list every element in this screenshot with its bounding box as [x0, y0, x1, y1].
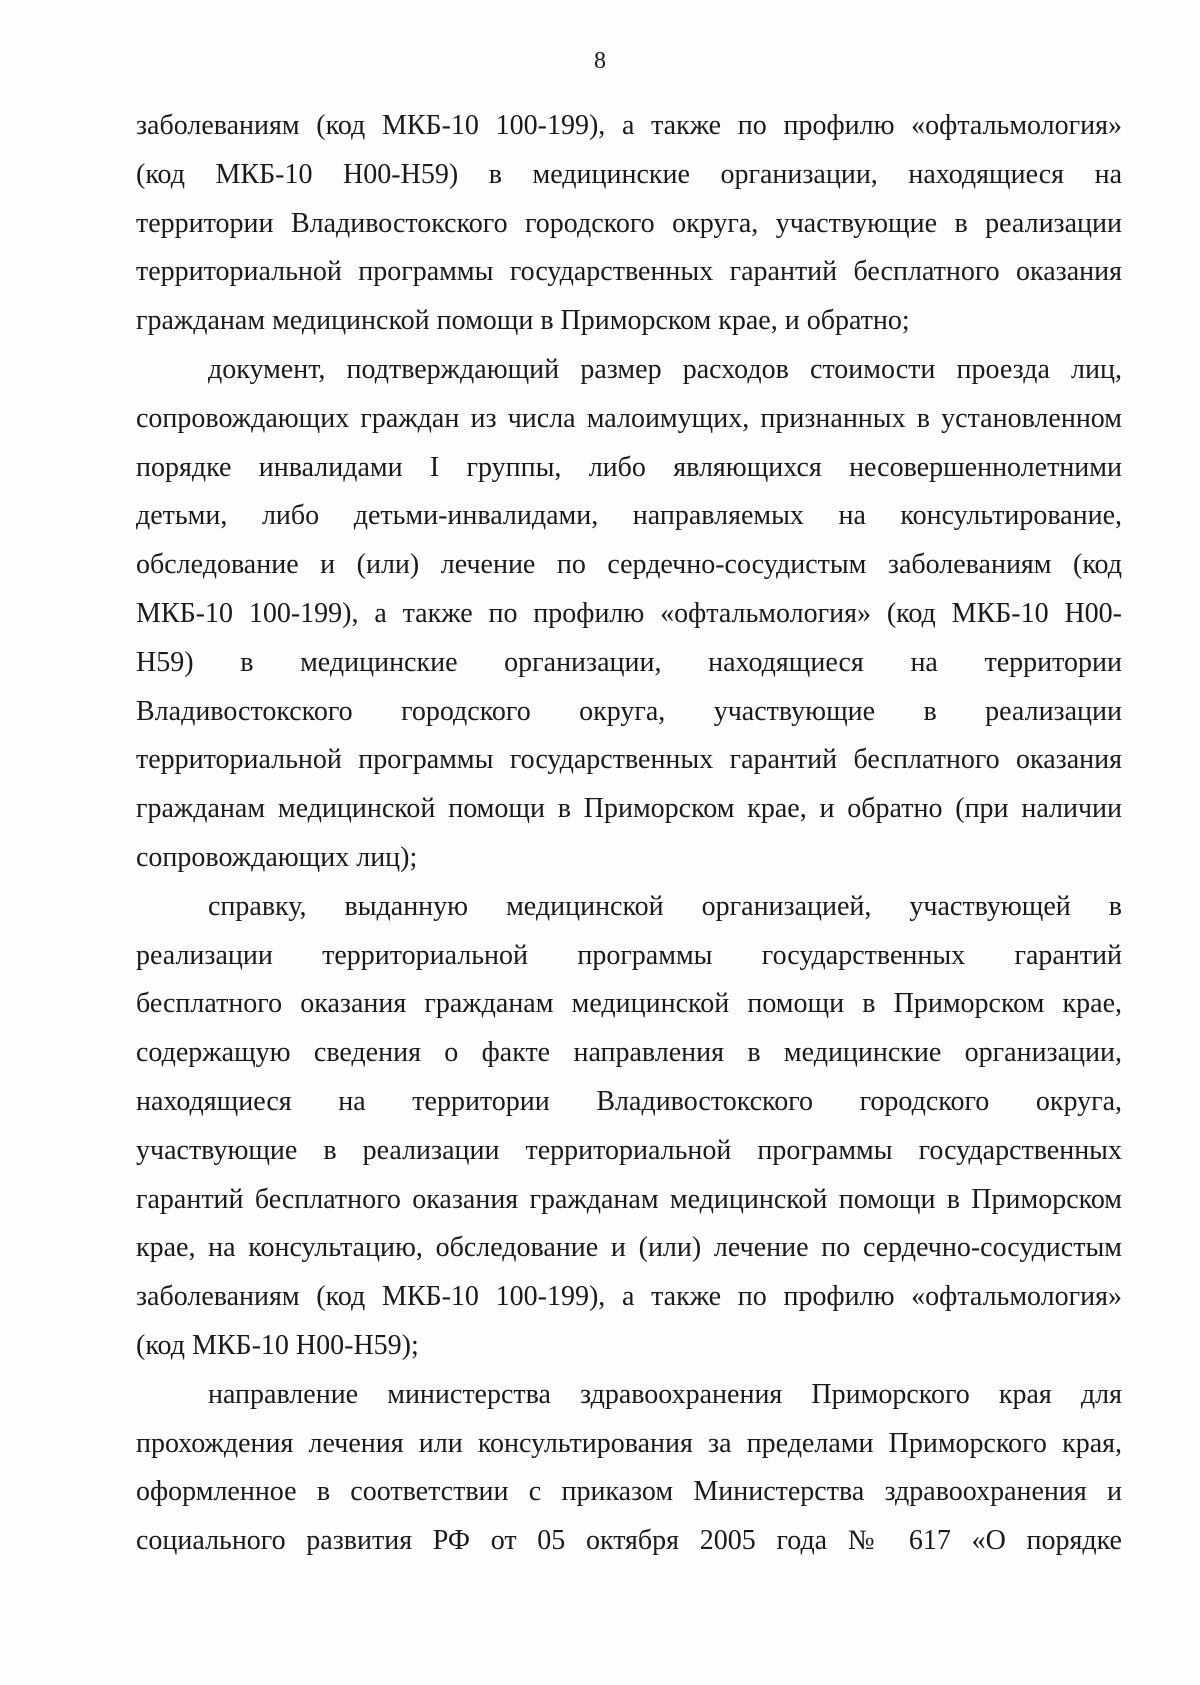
text-line: оформленное в соответствии с приказом Министерства здравоохранения и [136, 1476, 1122, 1508]
page-number: 8 [594, 48, 606, 74]
text-line: территориальной программы государственных гарантий бесплатного оказания [136, 744, 1122, 776]
paragraph [136, 346, 1122, 883]
text-line: гражданам медицинской помощи в Приморском крае, и обратно; [136, 305, 910, 337]
text-line: документ, подтверждающий размер расходов стоимости проезда лиц, [208, 353, 1122, 385]
paragraph [136, 1371, 1122, 1566]
text-line: крае, на консультацию, обследование и (или) лечение по сердечно-сосудистым [136, 1232, 1122, 1264]
text-line: МКБ-10 100-199), а также по профилю «офтальмология» (код МКБ-10 Н00- [136, 597, 1122, 629]
text-line: бесплатного оказания гражданам медицинской помощи в Приморском крае, [136, 988, 1122, 1020]
text-line: порядке инвалидами I группы, либо являющихся несовершеннолетними [136, 451, 1122, 483]
text-line: (код МКБ-10 Н00-Н59) в медицинские организации, находящиеся на [136, 158, 1122, 190]
text-line: справку, выданную медицинской организацией, участвующей в [208, 890, 1122, 922]
document-body [136, 102, 1122, 1566]
text-line: Н59) в медицинские организации, находящиеся на территории [136, 646, 1122, 678]
text-line: территории Владивостокского городского округа, участвующие в реализации [136, 207, 1122, 239]
text-line: территориальной программы государственных гарантий бесплатного оказания [136, 256, 1122, 288]
text-line: детьми, либо детьми-инвалидами, направляемых на консультирование, [136, 500, 1122, 532]
text-line: прохождения лечения или консультирования за пределами Приморского края, [136, 1427, 1122, 1459]
paragraph [136, 102, 1122, 346]
text-line: Владивостокского городского округа, участвующие в реализации [136, 695, 1122, 727]
paragraph [136, 883, 1122, 1371]
text-line: находящиеся на территории Владивостокского городского округа, [136, 1085, 1122, 1117]
text-line: сопровождающих граждан из числа малоимущих, признанных в установленном [136, 402, 1122, 434]
text-line: реализации территориальной программы государственных гарантий [136, 939, 1122, 971]
text-line: содержащую сведения о факте направления в медицинские организации, [136, 1037, 1122, 1069]
text-line: заболеваниям (код МКБ-10 100-199), а также по профилю «офтальмология» [136, 1281, 1122, 1313]
text-line: гражданам медицинской помощи в Приморском крае, и обратно (при наличии [136, 793, 1122, 825]
text-line: участвующие в реализации территориальной программы государственных [136, 1134, 1122, 1166]
text-line: (код МКБ-10 Н00-Н59); [136, 1329, 419, 1361]
text-line: сопровождающих лиц); [136, 841, 418, 873]
text-line: гарантий бесплатного оказания гражданам медицинской помощи в Приморском [136, 1183, 1122, 1215]
text-line: заболеваниям (код МКБ-10 100-199), а также по профилю «офтальмология» [136, 110, 1122, 141]
text-line: направление министерства здравоохранения Приморского края для [208, 1378, 1122, 1410]
text-line: обследование и (или) лечение по сердечно-сосудистым заболеваниям (код [136, 549, 1122, 581]
text-line: социального развития РФ от 05 октября 2005 года № 617 «О порядке [136, 1525, 1122, 1557]
